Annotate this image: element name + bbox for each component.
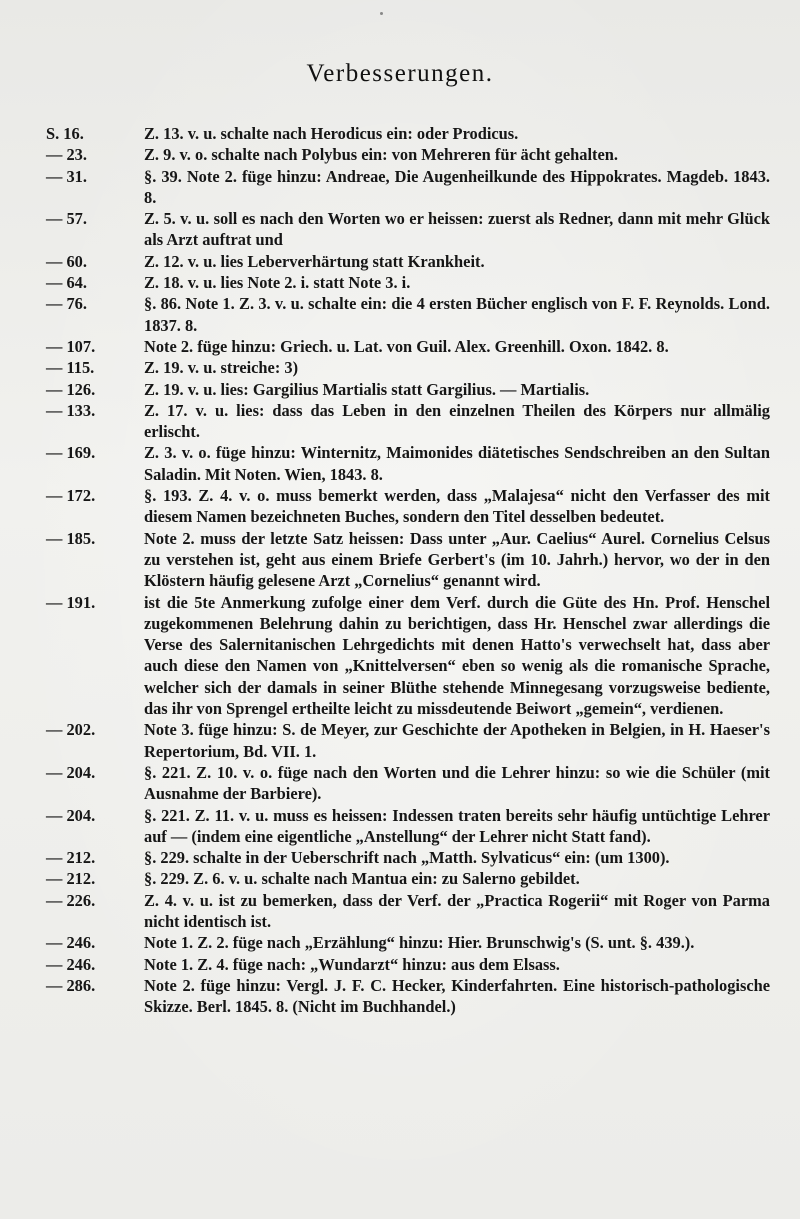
page-reference: — 286.: [46, 975, 96, 995]
correction-text: Z. 18. v. u. lies Note 2. i. statt Note 3. i.: [144, 273, 411, 293]
correction-entry: [46, 336, 770, 357]
page-reference: — 191.: [46, 592, 96, 612]
page-title: Verbesserungen.: [306, 60, 494, 87]
correction-text: §. 86. Note 1. Z. 3. v. u. schalte ein: die 4 ersten Bücher englisch von F. F. Reynolds. Lond. 1837. 8.: [144, 294, 770, 335]
correction-text: Note 2. füge hinzu: Griech. u. Lat. von Guil. Alex. Greenhill. Oxon. 1842. 8.: [144, 336, 669, 356]
corrections-list: [46, 123, 770, 1017]
correction-entry: [46, 379, 770, 400]
page-reference: — 57.: [46, 209, 87, 229]
correction-entry: [46, 144, 770, 165]
correction-entry: [46, 805, 770, 848]
page-reference: — 76.: [46, 294, 87, 314]
correction-entry: [46, 762, 770, 805]
page-reference: — 204.: [46, 762, 96, 782]
correction-text: §. 221. Z. 11. v. u. muss es heissen: Indessen traten bereits sehr häufig untüchtige Lehrer auf — (indem eine eigentliche „Anstellung“ der Lehrer nicht Statt fand).: [144, 805, 770, 846]
correction-text: §. 221. Z. 10. v. o. füge nach den Worten und die Lehrer hinzu: so wie die Schüler (mit Ausnahme der Barbiere).: [144, 762, 770, 804]
page-reference: — 64.: [46, 273, 87, 293]
correction-text: Z. 4. v. u. ist zu bemerken, dass der Verf. der „Practica Rogerii“ mit Roger von Parma nicht identisch ist.: [144, 890, 770, 931]
correction-text: Z. 13. v. u. schalte nach Herodicus ein: oder Prodicus.: [144, 124, 519, 143]
page-reference: — 107.: [46, 336, 96, 356]
correction-entry: [46, 123, 770, 144]
correction-text: Z. 12. v. u. lies Leberverhärtung statt Krankheit.: [144, 251, 485, 271]
correction-entry: [46, 868, 770, 889]
correction-text: §. 229. schalte in der Ueberschrift nach „Matth. Sylvaticus“ ein: (um 1300).: [144, 848, 670, 868]
correction-text: Note 1. Z. 4. füge nach: „Wundarzt“ hinzu: aus dem Elsass.: [144, 954, 560, 974]
correction-entry: [46, 847, 770, 868]
correction-text: Z. 3. v. o. füge hinzu: Winternitz, Maimonides diätetisches Sendschreiben an den Sultan Saladin. Mit Noten. Wien, 1843. 8.: [144, 443, 770, 484]
printer-dot: [380, 12, 383, 15]
page-reference: — 169.: [46, 443, 96, 463]
correction-entry: [46, 208, 770, 251]
correction-entry: [46, 357, 770, 378]
correction-text: Z. 19. v. u. lies: Gargilius Martialis statt Gargilius. — Martialis.: [144, 379, 590, 399]
correction-entry: [46, 251, 770, 272]
correction-entry: [46, 719, 770, 762]
page-reference: — 60.: [46, 251, 87, 271]
page-reference: — 115.: [46, 358, 95, 378]
correction-entry: [46, 890, 770, 933]
page-reference: — 204.: [46, 805, 96, 825]
page-reference: — 212.: [46, 869, 96, 889]
correction-entry: [46, 954, 770, 975]
page-reference: — 31.: [46, 166, 87, 186]
correction-text: Note 2. füge hinzu: Vergl. J. F. C. Hecker, Kinderfahrten. Eine historisch-pathologische Skizze. Berl. 1845. 8. (Nicht im Buchhandel.): [144, 975, 770, 1017]
page-reference: — 202.: [46, 720, 96, 740]
correction-text: Z. 17. v. u. lies: dass das Leben in den einzelnen Theilen des Körpers nur allmälig erlischt.: [144, 400, 770, 442]
page-reference: — 185.: [46, 528, 96, 548]
correction-entry: [46, 528, 770, 592]
correction-text: Z. 19. v. u. streiche: 3): [144, 358, 299, 378]
correction-entry: [46, 485, 770, 528]
correction-text: Note 2. muss der letzte Satz heissen: Dass unter „Aur. Caelius“ Aurel. Cornelius Celsus zu verstehen ist, geht aus einem Briefe Gerbert's (im 10. Jahrh.) hervor, wo der in den Klöstern häufig gelesene Arzt „Cornelius“ genannt wird.: [144, 528, 770, 591]
page-reference: — 23.: [46, 145, 87, 165]
correction-text: Z. 9. v. o. schalte nach Polybus ein: von Mehreren für ächt gehalten.: [144, 145, 618, 165]
correction-entry: [46, 166, 770, 209]
correction-text: Note 1. Z. 2. füge nach „Erzählung“ hinzu: Hier. Brunschwig's (S. unt. §. 439.).: [144, 933, 695, 953]
correction-entry: [46, 932, 770, 953]
correction-text: ist die 5te Anmerkung zufolge einer dem Verf. durch die Güte des Hn. Prof. Henschel zugekommenen Belehrung dahin zu berichtigen, dass Hr. Henschel zwar allerdings die Verse des Salernitanischen Lehrgedichts mit denen Hatto's verwechselt hat, dass aber auch diese den Namen von „Knittelversen“ eben so wenig als die romanische Sprache, welcher sich der damals in seiner Blüthe stehende Minnegesang vorzugsweise bediente, das ihr von Sprengel ertheilte leicht zu missdeutende Beiwort „gemein“, verdienen.: [144, 592, 770, 719]
page-reference: S. 16.: [46, 124, 84, 143]
page-reference: — 246.: [46, 933, 96, 953]
correction-text: Z. 5. v. u. soll es nach den Worten wo er heissen: zuerst als Redner, dann mit mehr Glück als Arzt auftrat und: [144, 209, 770, 250]
correction-text: §. 229. Z. 6. v. u. schalte nach Mantua ein: zu Salerno gebildet.: [144, 869, 580, 889]
correction-entry: [46, 592, 770, 720]
correction-entry: [46, 293, 770, 336]
page-reference: — 226.: [46, 890, 96, 910]
correction-entry: [46, 442, 770, 485]
correction-text: Note 3. füge hinzu: S. de Meyer, zur Geschichte der Apotheken in Belgien, in H. Haeser's Repertorium, Bd. VII. 1.: [144, 720, 770, 761]
correction-text: §. 39. Note 2. füge hinzu: Andreae, Die Augenheilkunde des Hippokrates. Magdeb. 1843. 8.: [144, 166, 770, 207]
page-reference: — 133.: [46, 400, 96, 420]
correction-entry: [46, 975, 770, 1018]
page-reference: — 172.: [46, 486, 96, 506]
correction-entry: [46, 272, 770, 293]
show-through-text: [40, 14, 770, 36]
page-reference: — 212.: [46, 848, 96, 868]
correction-entry: [46, 400, 770, 443]
page-reference: — 126.: [46, 379, 96, 399]
page-reference: — 246.: [46, 954, 96, 974]
correction-text: §. 193. Z. 4. v. o. muss bemerkt werden, dass „Malajesa“ nicht den Verfasser des mit diesem Namen bezeichneten Buches, sondern den Titel desselben bedeutet.: [144, 486, 770, 527]
